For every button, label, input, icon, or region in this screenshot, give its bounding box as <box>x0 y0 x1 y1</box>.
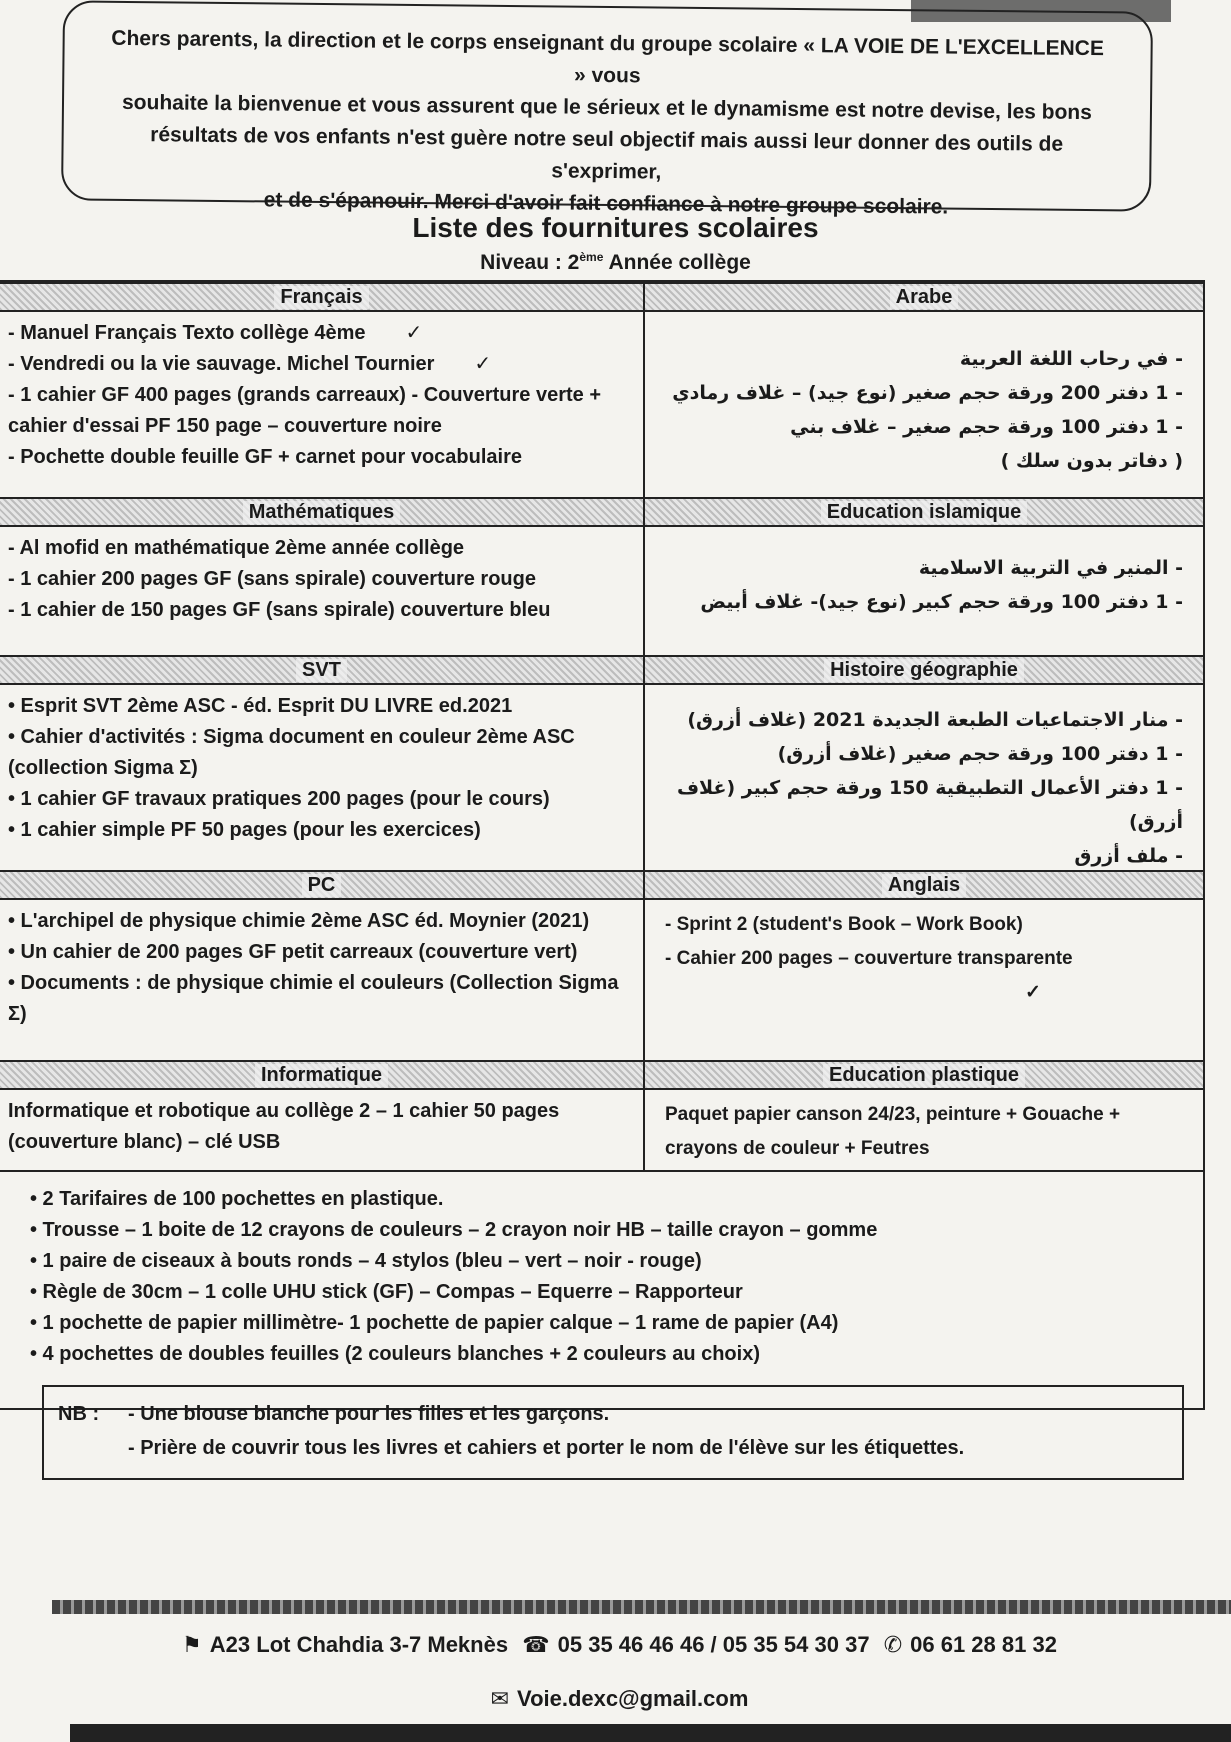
list-item: • Un cahier de 200 pages GF petit carreaux (couverture vert) <box>8 941 578 963</box>
footer-mobile: 06 61 28 81 32 <box>910 1632 1057 1657</box>
nb-lines <box>128 1397 1168 1468</box>
list-item: • 1 cahier GF travaux pratiques 200 pages (pour le cours) <box>8 788 550 810</box>
level-subtitle <box>0 250 1231 275</box>
mobile-icon: ✆ <box>883 1632 903 1657</box>
plastique-list <box>645 1090 1203 1172</box>
list-item: • 1 cahier simple PF 50 pages (pour les exercices) <box>8 819 481 841</box>
intro-line: et de s'épanouir. Merci d'avoir fait confiance à notre groupe scolaire. <box>263 188 949 219</box>
footer-email-line <box>0 1686 1231 1712</box>
list-item: - Manuel Français Texto collège 4ème ✓ <box>8 322 423 344</box>
level-prefix: Niveau : 2 <box>480 251 580 274</box>
list-item: • L'archipel de physique chimie 2ème ASC éd. Moynier (2021) <box>8 910 590 932</box>
anglais-list <box>645 900 1203 1060</box>
arabe-list <box>645 312 1203 497</box>
list-item: • Règle de 30cm – 1 colle UHU stick (GF) – Compas – Equerre – Rapporteur <box>30 1281 743 1303</box>
section-header-plastique: Education plastique <box>645 1060 1203 1090</box>
list-item: - في رحاب اللغة العربية <box>959 348 1183 370</box>
list-item: - منار الاجتماعيات الطبعة الجديدة 2021 (غلاف أزرق) <box>687 709 1183 731</box>
list-item: • Esprit SVT 2ème ASC - éd. Esprit DU LIVRE ed.2021 <box>8 695 513 717</box>
supplies-table <box>0 280 1205 1170</box>
list-item: - 1 cahier 200 pages GF (sans spirale) couverture rouge <box>8 568 536 590</box>
list-item: - ملف أزرق <box>1074 845 1183 867</box>
list-item: ( دفاتر بدون سلك ) <box>1000 450 1183 472</box>
islamique-list <box>645 527 1203 655</box>
list-item: - Cahier 200 pages – couverture transparente <box>665 948 1073 969</box>
section-header-anglais: Anglais <box>645 870 1203 900</box>
histoire-list <box>645 685 1203 870</box>
list-item: - Pochette double feuille GF + carnet pour vocabulaire <box>8 446 522 468</box>
check-icon: ✓ <box>474 353 492 375</box>
informatique-list <box>0 1090 645 1172</box>
list-item: - Al mofid en mathématique 2ème année collège <box>8 537 465 559</box>
section-header-pc: PC <box>0 870 645 900</box>
intro-line: Chers parents, la direction et le corps enseignant du groupe scolaire « LA VOIE DE L'EXCELLENCE » vous <box>111 26 1105 88</box>
list-item: • Trousse – 1 boite de 12 crayons de couleurs – 2 crayon noir HB – taille crayon – gomme <box>30 1219 878 1241</box>
list-item: - 1 دفتر 200 ورقة حجم صغير (نوع جيد) – غلاف رمادي <box>672 382 1183 404</box>
list-item: - Sprint 2 (student's Book – Work Book) <box>665 914 1023 935</box>
list-item: • Documents : de physique chimie el couleurs (Collection Sigma Σ) <box>8 972 619 1025</box>
list-item: - 1 دفتر 100 ورقة حجم صغير (غلاف أزرق) <box>777 743 1183 765</box>
list-item: - 1 دفتر 100 ورقة حجم صغير – غلاف بني <box>790 416 1183 438</box>
check-icon: ✓ <box>405 322 423 344</box>
intro-line: résultats de vos enfants n'est guère notre seul objectif mais aussi leur donner des outils de s'exprimer, <box>150 123 1064 184</box>
welcome-message <box>61 0 1153 219</box>
list-item: • Cahier d'activités : Sigma document en couleur 2ème ASC (collection Sigma Σ) <box>8 726 575 779</box>
bottom-decoration <box>70 1724 1231 1742</box>
location-icon: ⚑ <box>182 1632 202 1657</box>
list-item: • 1 paire de ciseaux à bouts ronds – 4 stylos (bleu – vert – noir - rouge) <box>30 1250 702 1272</box>
page-title: Liste des fournitures scolaires <box>412 212 819 243</box>
nb-note-box <box>42 1385 1184 1480</box>
pc-list <box>0 900 645 1060</box>
list-item: - 1 دفتر الأعمال التطبيقية 150 ورقة حجم كبير (غلاف أزرق) <box>676 777 1183 833</box>
email-icon: ✉ <box>490 1686 510 1711</box>
list-item: - 1 دفتر 100 ورقة حجم كبير (نوع جيد)- غلاف أبيض <box>700 591 1183 613</box>
section-header-francais: Français <box>0 282 645 312</box>
list-item: - المنير في التربية الاسلامية <box>918 557 1183 579</box>
check-icon: ✓ <box>1025 982 1041 1003</box>
footer-contact <box>0 1632 1231 1658</box>
footer-phones: 05 35 46 46 46 / 05 35 54 30 37 <box>557 1632 870 1657</box>
list-item: - Vendredi ou la vie sauvage. Michel Tournier ✓ <box>8 353 492 375</box>
general-supplies-list <box>0 1170 1205 1410</box>
nb-label: NB : <box>58 1403 100 1425</box>
footer-divider <box>52 1600 1231 1614</box>
list-item: • 2 Tarifaires de 100 pochettes en plastique. <box>30 1188 444 1210</box>
list-item: Informatique et robotique au collège 2 – 1 cahier 50 pages (couverture blanc) – clé USB <box>8 1100 560 1153</box>
level-sup: ème <box>579 250 604 264</box>
footer-address: A23 Lot Chahdia 3-7 Meknès <box>209 1632 509 1657</box>
section-header-informatique: Informatique <box>0 1060 645 1090</box>
list-item: • 4 pochettes de doubles feuilles (2 couleurs blanches + 2 couleurs au choix) <box>30 1343 760 1365</box>
section-header-histoire: Histoire géographie <box>645 655 1203 685</box>
phone-icon: ☎ <box>522 1632 550 1657</box>
section-header-maths: Mathématiques <box>0 497 645 527</box>
list-item: • 1 pochette de papier millimètre- 1 pochette de papier calque – 1 rame de papier (A4) <box>30 1312 839 1334</box>
nb-line: - Prière de couvrir tous les livres et cahiers et porter le nom de l'élève sur les étiquettes. <box>128 1437 965 1459</box>
section-header-arabe: Arabe <box>645 282 1203 312</box>
section-header-svt: SVT <box>0 655 645 685</box>
level-suffix: Année collège <box>603 251 751 274</box>
francais-list <box>0 312 645 497</box>
footer-email: Voie.dexc@gmail.com <box>517 1686 749 1711</box>
list-item: Paquet papier canson 24/23, peinture + Gouache + crayons de couleur + Feutres <box>665 1104 1121 1159</box>
nb-line: - Une blouse blanche pour les filles et les garçons. <box>128 1403 610 1425</box>
intro-line: souhaite la bienvenue et vous assurent que le sérieux et le dynamisme est notre devise, les bons <box>121 90 1093 125</box>
section-header-islamique: Education islamique <box>645 497 1203 527</box>
list-item: - 1 cahier de 150 pages GF (sans spirale) couverture bleu <box>8 599 551 621</box>
svt-list <box>0 685 645 870</box>
list-item: - 1 cahier GF 400 pages (grands carreaux) - Couverture verte + cahier d'essai PF 150 page – couverture noire <box>8 384 602 437</box>
maths-list <box>0 527 645 655</box>
